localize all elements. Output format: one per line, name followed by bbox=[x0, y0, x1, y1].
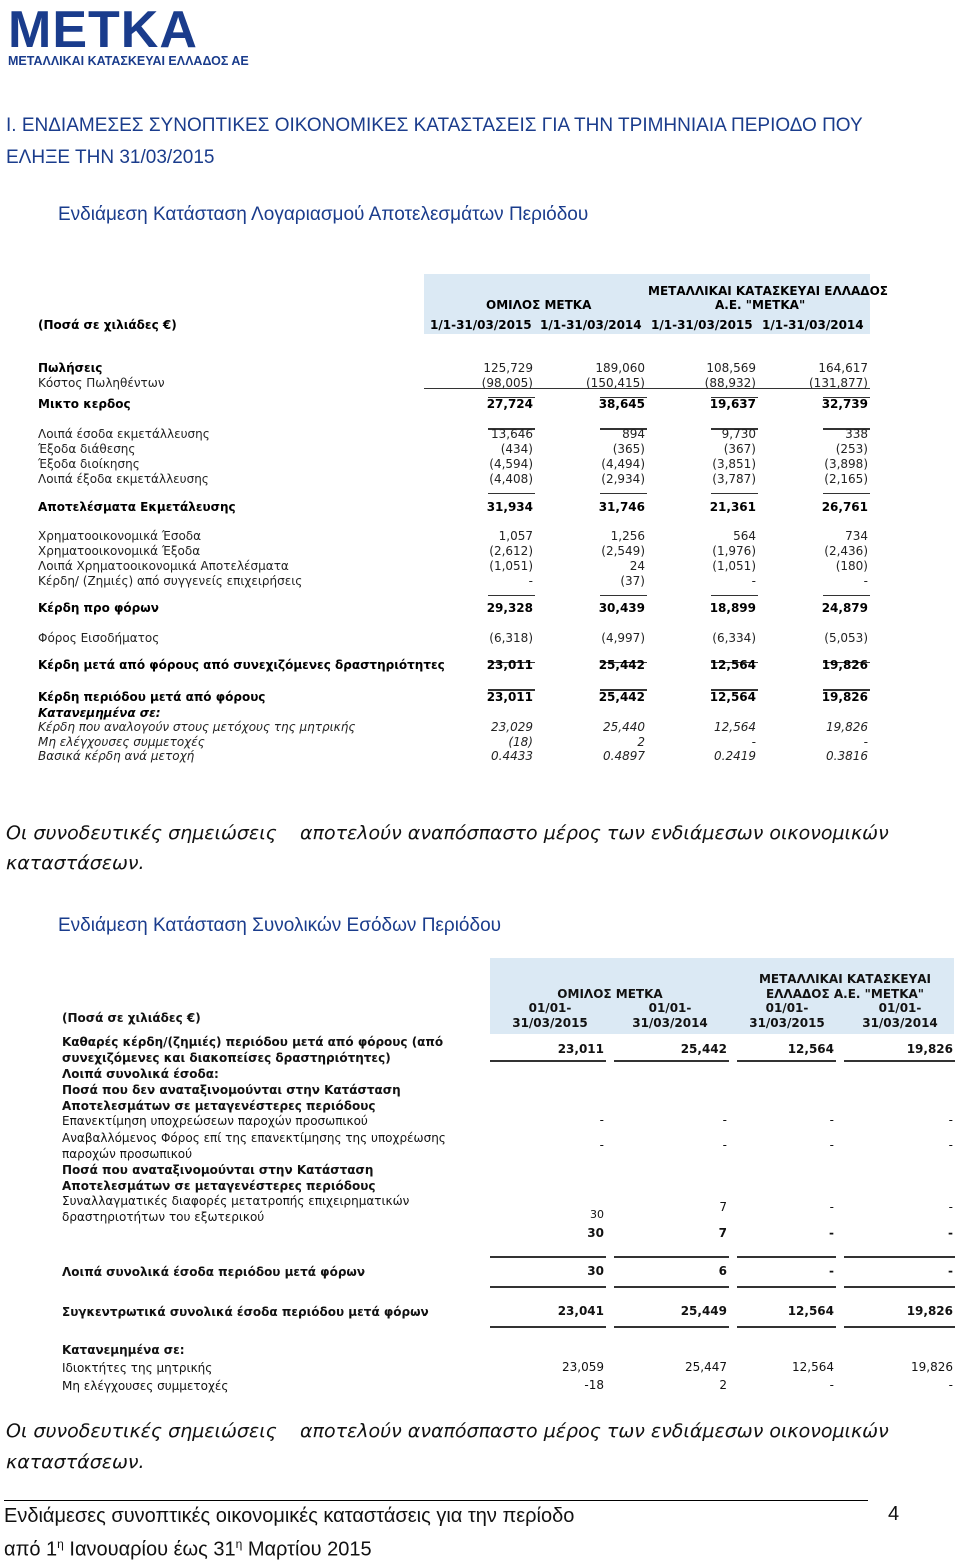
footer-text-part: Μαρτίου 2015 bbox=[242, 1538, 372, 1561]
row-value: - bbox=[599, 1138, 604, 1152]
row-value: 19,826 bbox=[911, 1360, 953, 1374]
period-header: 01/01- bbox=[528, 1001, 572, 1015]
total-underline bbox=[488, 595, 535, 596]
notes-disclaimer: Οι συνοδευτικές σημειώσεις bbox=[6, 1420, 277, 1442]
row-value: - bbox=[599, 1113, 604, 1127]
notes-disclaimer bbox=[6, 822, 277, 844]
notes-disclaimer-part2: αποτελούν αναπόσπαστο μέρος των ενδιάμεσων οικονομικών bbox=[300, 1420, 889, 1442]
row-value: 7 bbox=[719, 1200, 727, 1214]
row-label: Έξοδα διοίκησης bbox=[38, 457, 140, 471]
row-value: 31,934 bbox=[486, 500, 533, 514]
row-value: 25,440 bbox=[603, 720, 645, 734]
total-underline bbox=[600, 493, 647, 494]
total-underline bbox=[490, 1060, 606, 1062]
row-value: 0.4897 bbox=[603, 749, 645, 763]
total-underline bbox=[614, 1060, 729, 1062]
total-underline bbox=[823, 493, 870, 494]
row-value: 23,059 bbox=[562, 1360, 604, 1374]
row-value: - bbox=[829, 1264, 834, 1278]
total-underline bbox=[737, 1060, 836, 1062]
row-value: (2,165) bbox=[824, 472, 868, 486]
row-value: (1,051) bbox=[489, 559, 533, 573]
row-value: (4,494) bbox=[601, 457, 645, 471]
row-value: (2,436) bbox=[824, 544, 868, 558]
row-value: 18,899 bbox=[709, 601, 756, 615]
row-label: Κέρδη μετά από φόρους από συνεχιζόμενες δραστηριότητες bbox=[38, 658, 445, 672]
row-value: 0.4433 bbox=[491, 749, 533, 763]
row-value: 25,449 bbox=[680, 1304, 727, 1318]
row-value: (4,997) bbox=[601, 631, 645, 645]
row-label: Κέρδη περιόδου μετά από φόρους bbox=[38, 690, 266, 704]
row-value: - bbox=[829, 1378, 834, 1392]
footer-superscript: η bbox=[57, 1537, 64, 1551]
total-underline bbox=[737, 1286, 836, 1288]
period-header: 01/01- bbox=[765, 1001, 809, 1015]
row-value: (2,549) bbox=[601, 544, 645, 558]
row-value: 25,442 bbox=[680, 1042, 727, 1056]
row-value: - bbox=[948, 1113, 953, 1127]
total-underline bbox=[844, 1286, 955, 1288]
row-label: Χρηματοοικονομικά Έξοδα bbox=[38, 544, 201, 558]
row-value: 26,761 bbox=[821, 500, 868, 514]
company-header-line2: Α.Ε. "ΜΕΤΚΑ" bbox=[715, 298, 806, 312]
row-label: Επανεκτίμηση υποχρεώσεων παροχών προσωπικού bbox=[62, 1114, 368, 1128]
row-label: Μη ελέγχουσες συμμετοχές bbox=[38, 735, 205, 749]
row-value: 12,564 bbox=[787, 1304, 834, 1318]
row-value: (3,898) bbox=[824, 457, 868, 471]
row-value: 12,564 bbox=[709, 658, 756, 672]
row-value: 30,439 bbox=[598, 601, 645, 615]
total-underline bbox=[823, 595, 870, 596]
row-label: Συναλλαγματικές διαφορές μετατροπής επιχειρηματικών δραστηριοτήτων του εξωτερικού bbox=[62, 1194, 410, 1224]
row-value: - bbox=[528, 574, 533, 588]
row-value: - bbox=[863, 735, 868, 749]
row-value: 108,569 bbox=[706, 361, 756, 375]
row-value: 12,564 bbox=[709, 690, 756, 704]
row-value: 12,564 bbox=[787, 1042, 834, 1056]
row-label: Κατανεμημένα σε: bbox=[38, 706, 161, 720]
row-value: 164,617 bbox=[818, 361, 868, 375]
row-value: 2 bbox=[637, 735, 645, 749]
period-header: 31/03/2014 bbox=[862, 1016, 938, 1030]
period-header: 31/03/2015 bbox=[749, 1016, 825, 1030]
row-value: - bbox=[829, 1113, 834, 1127]
row-value: 19,826 bbox=[821, 690, 868, 704]
row-value: 1,057 bbox=[498, 529, 533, 543]
row-value: - bbox=[948, 1226, 953, 1240]
total-underline bbox=[490, 1286, 606, 1288]
table-divider bbox=[424, 388, 870, 389]
period-header: 1/1-31/03/2015 bbox=[651, 318, 753, 332]
total-underline bbox=[844, 1256, 955, 1258]
row-value: (367) bbox=[723, 442, 756, 456]
row-value: (6,334) bbox=[712, 631, 756, 645]
row-value: 25,442 bbox=[598, 690, 645, 704]
row-value: (253) bbox=[835, 442, 868, 456]
row-value: 189,060 bbox=[595, 361, 645, 375]
row-value: 25,447 bbox=[685, 1360, 727, 1374]
row-label: Καθαρές κέρδη/(ζημιές) περιόδου μετά από φόρους (από συνεχιζόμενες και διακοπείσες δραστηριότητες) bbox=[62, 1035, 444, 1065]
row-value: - bbox=[829, 1226, 834, 1240]
row-value: 19,826 bbox=[906, 1304, 953, 1318]
row-label: Ποσά που δεν αναταξινομούνται στην Κατάσταση Αποτελεσμάτων σε μεταγενέστερες περιόδους bbox=[62, 1083, 401, 1113]
row-value: 0.3816 bbox=[826, 749, 868, 763]
row-value: 564 bbox=[733, 529, 756, 543]
row-label: Λοιπά έξοδα εκμετάλλευσης bbox=[38, 472, 209, 486]
row-value: - bbox=[829, 1138, 834, 1152]
notes-disclaimer-line2: καταστάσεων. bbox=[6, 1451, 145, 1473]
row-value: 21,361 bbox=[709, 500, 756, 514]
row-value: 23,011 bbox=[486, 658, 533, 672]
logo-wordmark: METKA bbox=[8, 1, 198, 59]
row-value: 338 bbox=[845, 427, 868, 441]
row-value: (2,934) bbox=[601, 472, 645, 486]
row-value: (131,877) bbox=[809, 376, 868, 390]
row-value: 7 bbox=[718, 1226, 727, 1240]
total-underline bbox=[711, 493, 758, 494]
footer-line1: Ενδιάμεσες συνοπτικές οικονομικές καταστάσεις για την περίοδο bbox=[4, 1505, 575, 1527]
row-value: 1,256 bbox=[610, 529, 645, 543]
company-header-line2: ΕΛΛΑΔΟΣ Α.Ε. "ΜΕΤΚΑ" bbox=[765, 987, 925, 1001]
total-underline bbox=[844, 1060, 955, 1062]
notes-disclaimer-line2: καταστάσεων. bbox=[6, 852, 145, 874]
row-label: Χρηματοοικονομικά Έσοδα bbox=[38, 529, 202, 543]
row-value: (1,976) bbox=[712, 544, 756, 558]
row-value: 894 bbox=[622, 427, 645, 441]
logo-subtitle: ΜΕΤΑΛΛΙΚΑΙ ΚΑΤΑΣΚΕΥΑΙ ΕΛΛΑΔΟΣ ΑΕ bbox=[8, 54, 249, 68]
row-value: (3,851) bbox=[712, 457, 756, 471]
row-label: Λοιπά συνολικά έσοδα περιόδου μετά φόρων bbox=[62, 1265, 366, 1279]
row-label: Ποσά που αναταξινομούνται στην Κατάσταση Αποτελεσμάτων σε μεταγενέστερες περιόδους bbox=[62, 1163, 376, 1193]
row-label: Κόστος Πωληθέντων bbox=[38, 376, 165, 390]
row-value: - bbox=[948, 1200, 953, 1214]
footer-text-part: Ιανουαρίου έως 31 bbox=[63, 1538, 236, 1561]
row-value: 24 bbox=[629, 559, 645, 573]
row-label: Κέρδη προ φόρων bbox=[38, 601, 159, 615]
total-underline bbox=[737, 1326, 836, 1328]
row-value: -18 bbox=[584, 1378, 604, 1392]
row-label: Λοιπά συνολικά έσοδα: bbox=[62, 1067, 219, 1081]
row-value: (4,408) bbox=[489, 472, 533, 486]
notes-disclaimer-part1: Οι συνοδευτικές σημειώσεις bbox=[6, 822, 277, 844]
section-heading-line2: ΕΛΗΞΕ ΤΗΝ 31/03/2015 bbox=[6, 147, 215, 168]
company-logo bbox=[6, 1, 249, 68]
row-label: Λοιπά έσοδα εκμετάλλευσης bbox=[38, 427, 210, 441]
period-header: 31/03/2014 bbox=[632, 1016, 708, 1030]
row-value: - bbox=[829, 1200, 834, 1214]
row-value: (98,005) bbox=[481, 376, 533, 390]
period-header: 01/01- bbox=[648, 1001, 692, 1015]
section-heading bbox=[6, 110, 906, 174]
row-value: 9,730 bbox=[721, 427, 756, 441]
footer-line2 bbox=[4, 1537, 372, 1562]
row-value: (150,415) bbox=[586, 376, 645, 390]
row-value: 29,328 bbox=[486, 601, 533, 615]
page-number: 4 bbox=[888, 1503, 900, 1525]
period-header: 31/03/2015 bbox=[512, 1016, 588, 1030]
row-value: 125,729 bbox=[483, 361, 533, 375]
row-label: Πωλήσεις bbox=[38, 361, 103, 375]
group-header: ΟΜΙΛΟΣ ΜΕΤΚΑ bbox=[486, 298, 592, 312]
row-label: Κέρδη/ (Ζημιές) από συγγενείς επιχειρήσεις bbox=[38, 574, 303, 588]
row-value: 30 bbox=[587, 1226, 604, 1240]
row-label: Βασικά κέρδη ανά μετοχή bbox=[38, 749, 195, 763]
row-value: 24,879 bbox=[821, 601, 868, 615]
unit-label: (Ποσά σε χιλιάδες €) bbox=[38, 318, 177, 332]
total-underline bbox=[737, 1256, 836, 1258]
row-value: 30 bbox=[587, 1264, 604, 1278]
row-value: 13,646 bbox=[491, 427, 533, 441]
comprehensive-income-title: Ενδιάμεση Κατάσταση Συνολικών Εσόδων Περιόδου bbox=[58, 915, 502, 936]
row-label: Κατανεμημένα σε: bbox=[62, 1343, 185, 1357]
row-value: 2 bbox=[719, 1378, 727, 1392]
row-value: (88,932) bbox=[704, 376, 756, 390]
footer-text-part: από 1 bbox=[4, 1538, 58, 1561]
row-label: Λοιπά Χρηματοοικονομικά Αποτελέσματα bbox=[38, 559, 289, 573]
income-statement-title: Ενδιάμεση Κατάσταση Λογαριασμού Αποτελεσμάτων Περιόδου bbox=[58, 204, 589, 225]
row-value: 19,826 bbox=[821, 658, 868, 672]
row-value: 19,637 bbox=[709, 397, 756, 411]
total-underline bbox=[614, 1326, 729, 1328]
row-value: - bbox=[948, 1138, 953, 1152]
row-value: - bbox=[751, 574, 756, 588]
row-value: 19,826 bbox=[826, 720, 868, 734]
row-label: Αναβαλλόμενος Φόρος επί της επανεκτίμησης της υποχρέωσης παροχών προσωπικού bbox=[62, 1131, 446, 1161]
row-value: - bbox=[863, 574, 868, 588]
footer-divider bbox=[4, 1500, 868, 1501]
row-label: Μη ελέγχουσες συμμετοχές bbox=[62, 1379, 229, 1393]
row-label: Συγκεντρωτικά συνολικά έσοδα περιόδου μετά φόρων bbox=[62, 1305, 429, 1319]
company-header-line1: ΜΕΤΑΛΛΙΚΑΙ ΚΑΤΑΣΚΕΥΑΙ ΕΛΛΑΔΟΣ bbox=[648, 284, 888, 298]
row-value: (4,594) bbox=[489, 457, 533, 471]
group-header: ΟΜΙΛΟΣ ΜΕΤΚΑ bbox=[557, 987, 663, 1001]
row-value: 6 bbox=[718, 1264, 727, 1278]
row-value: 23,041 bbox=[557, 1304, 604, 1318]
period-header: 01/01- bbox=[878, 1001, 922, 1015]
company-header-line1: ΜΕΤΑΛΛΙΚΑΙ ΚΑΤΑΣΚΕΥΑΙ bbox=[758, 972, 932, 986]
total-underline bbox=[490, 1326, 606, 1328]
total-underline bbox=[600, 595, 647, 596]
row-value: - bbox=[722, 1113, 727, 1127]
footer-superscript: η bbox=[235, 1537, 243, 1551]
row-value: 23,011 bbox=[557, 1042, 604, 1056]
row-label: Μικτο κερδος bbox=[38, 397, 131, 411]
row-value: (2,612) bbox=[489, 544, 533, 558]
row-value: 27,724 bbox=[486, 397, 533, 411]
row-value: (434) bbox=[500, 442, 533, 456]
row-value: - bbox=[722, 1138, 727, 1152]
section-heading-line1: I. ΕΝΔΙΑΜΕΣΕΣ ΣΥΝΟΠΤΙΚΕΣ ΟΙΚΟΝΟΜΙΚΕΣ ΚΑΤΑΣΤΑΣΕΙΣ ΓΙΑ ΤΗΝ ΤΡΙΜΗΝΙΑΙΑ ΠΕΡΙΟΔΟ ΠΟΥ bbox=[6, 115, 863, 136]
row-value: 12,564 bbox=[792, 1360, 834, 1374]
row-value: 23,011 bbox=[486, 690, 533, 704]
row-value: 734 bbox=[845, 529, 868, 543]
row-value: 32,739 bbox=[821, 397, 868, 411]
row-label: Φόρος Εισοδήματος bbox=[38, 631, 160, 645]
row-value: (5,053) bbox=[824, 631, 868, 645]
row-value: 12,564 bbox=[714, 720, 756, 734]
row-value: - bbox=[948, 1264, 953, 1278]
row-value: 30 bbox=[590, 1208, 604, 1221]
row-value: - bbox=[751, 735, 756, 749]
row-value: (6,318) bbox=[489, 631, 533, 645]
row-value: 19,826 bbox=[906, 1042, 953, 1056]
row-value: 31,746 bbox=[598, 500, 645, 514]
row-value: (37) bbox=[620, 574, 645, 588]
row-value: 25,442 bbox=[598, 658, 645, 672]
total-underline bbox=[614, 1286, 729, 1288]
row-value: 23,029 bbox=[491, 720, 533, 734]
row-value: - bbox=[948, 1378, 953, 1392]
total-underline bbox=[488, 493, 535, 494]
row-label: Κέρδη που αναλογούν στους μετόχους της μητρικής bbox=[38, 720, 356, 734]
row-value: 0.2419 bbox=[714, 749, 756, 763]
row-label: Αποτελέσματα Εκμετάλευσης bbox=[38, 500, 236, 514]
unit-label: (Ποσά σε χιλιάδες €) bbox=[62, 1011, 201, 1025]
row-value: (3,787) bbox=[712, 472, 756, 486]
row-value: (180) bbox=[835, 559, 868, 573]
row-label: Έξοδα διάθεσης bbox=[38, 442, 136, 456]
total-underline bbox=[844, 1326, 955, 1328]
notes-disclaimer-part2: αποτελούν αναπόσπαστο μέρος των ενδιάμεσων οικονομικών bbox=[300, 822, 889, 844]
row-value: 38,645 bbox=[598, 397, 645, 411]
row-label: Ιδιοκτήτες της μητρικής bbox=[62, 1361, 213, 1375]
row-value: (18) bbox=[508, 735, 533, 749]
row-value: (1,051) bbox=[712, 559, 756, 573]
row-value: (365) bbox=[612, 442, 645, 456]
period-header: 1/1-31/03/2014 bbox=[762, 318, 864, 332]
total-underline bbox=[490, 1256, 606, 1258]
period-header: 1/1-31/03/2014 bbox=[540, 318, 642, 332]
total-underline bbox=[711, 595, 758, 596]
period-header: 1/1-31/03/2015 bbox=[430, 318, 532, 332]
total-underline bbox=[614, 1256, 729, 1258]
